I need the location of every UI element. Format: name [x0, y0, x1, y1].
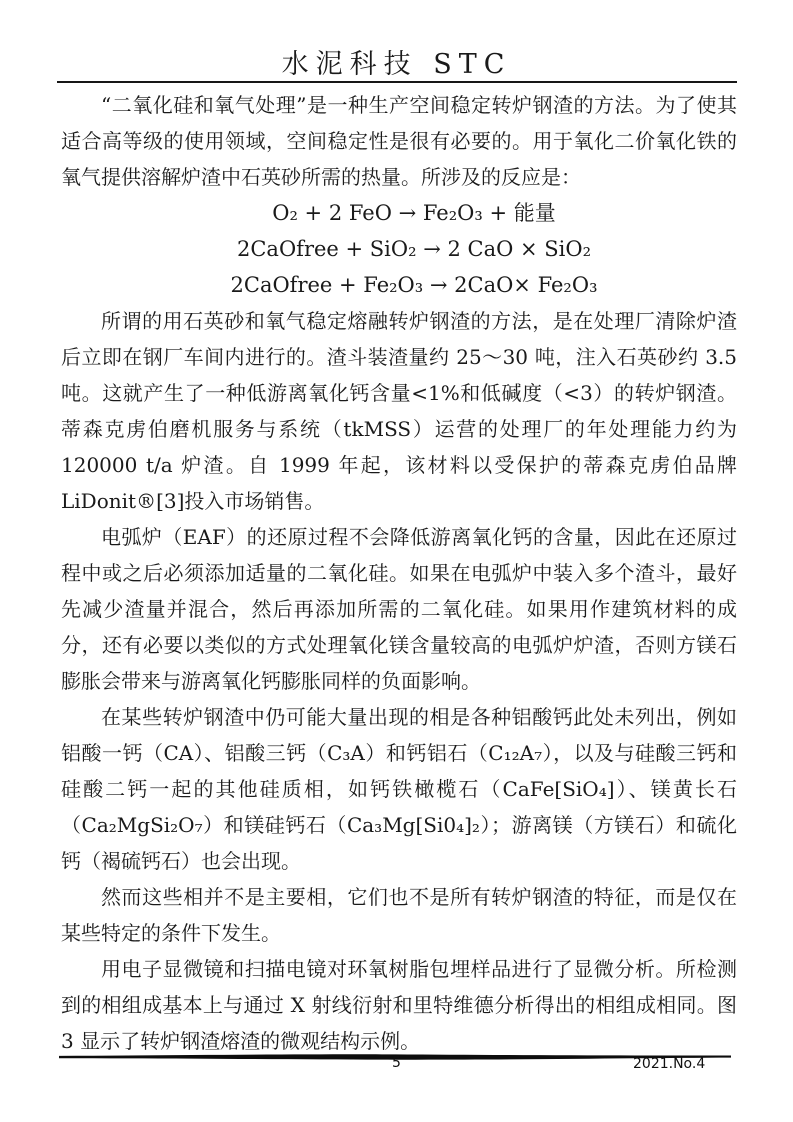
issue-label: 2021.No.4	[633, 1056, 706, 1072]
paragraph-eaf: 电弧炉（EAF）的还原过程不会降低游离氧化钙的含量，因此在还原过程中或之后必须添加适量的二氧化硅。如果在电弧炉中装入多个渣斗，最好先减少渣量并混合，然后再添加所需的二氧化硅。如果用作建筑材料的成分，还有必要以类似的方式处理氧化镁含量较高的电弧炉炉渣，否则方镁石膨胀会带来与游离氧化钙膨胀同样的负面影响。	[61, 525, 737, 693]
article-body	[61, 87, 737, 1059]
page-number: 5	[392, 1055, 401, 1071]
paragraph-minor-phases: 然而这些相并不是主要相，它们也不是所有转炉钢渣的特征，而是仅在某些特定的条件下发生。	[61, 885, 737, 945]
paragraph-phases: 在某些转炉钢渣中仍可能大量出现的相是各种铝酸钙此处未列出，例如铝酸一钙（CA）、铝酸三钙（C₃A）和钙铝石（C₁₂A₇），以及与硅酸三钙和硅酸二钙一起的其他硅质相，如钙铁橄榄石（CaFe[SiO₄]）、镁黄长石（Ca₂MgSi₂O₇）和镁硅钙石（Ca₃Mg[Si0₄]₂）；游离镁（方镁石）和硫化钙（褐硫钙石）也会出现。	[61, 705, 737, 873]
paragraph-intro: “二氧化硅和氧气处理”是一种生产空间稳定转炉钢渣的方法。为了使其适合高等级的使用领域，空间稳定性是很有必要的。用于氧化二价氧化铁的氧气提供溶解炉渣中石英砂所需的热量。所涉及的反应是：	[61, 93, 737, 189]
equation-ferrite: 2CaOfree + Fe₂O₃ → 2CaO× Fe₂O₃	[230, 273, 598, 297]
paragraph-process: 所谓的用石英砂和氧气稳定熔融转炉钢渣的方法，是在处理厂清除炉渣后立即在钢厂车间内进行的。渣斗装渣量约 25～30 吨，注入石英砂约 3.5 吨。这就产生了一种低游离氧化钙含量<1%和低碱度（<3）的转炉钢渣。蒂森克虏伯磨机服务与系统（tkMSS）运营的处理厂的年处理能力约为 120000 t/a 炉渣。自 1999 年起，该材料以受保护的蒂森克虏伯品牌 LiDonit®[3]投入市场销售。	[61, 309, 737, 513]
paragraph-microscopy: 用电子显微镜和扫描电镜对环氧树脂包埋样品进行了显微分析。所检测到的相组成基本上与通过 X 射线衍射和里特维德分析得出的相组成相同。图 3 显示了转炉钢渣熔渣的微观结构示例。	[61, 957, 737, 1053]
equation-block	[76, 195, 752, 303]
equation-silicate: 2CaOfree + SiO₂ → 2 CaO × SiO₂	[237, 237, 591, 261]
journal-title: 水泥科技 STC	[281, 49, 512, 80]
header-rule	[57, 81, 737, 83]
equation-oxidation: O₂ + 2 FeO → Fe₂O₃ + 能量	[272, 201, 556, 225]
